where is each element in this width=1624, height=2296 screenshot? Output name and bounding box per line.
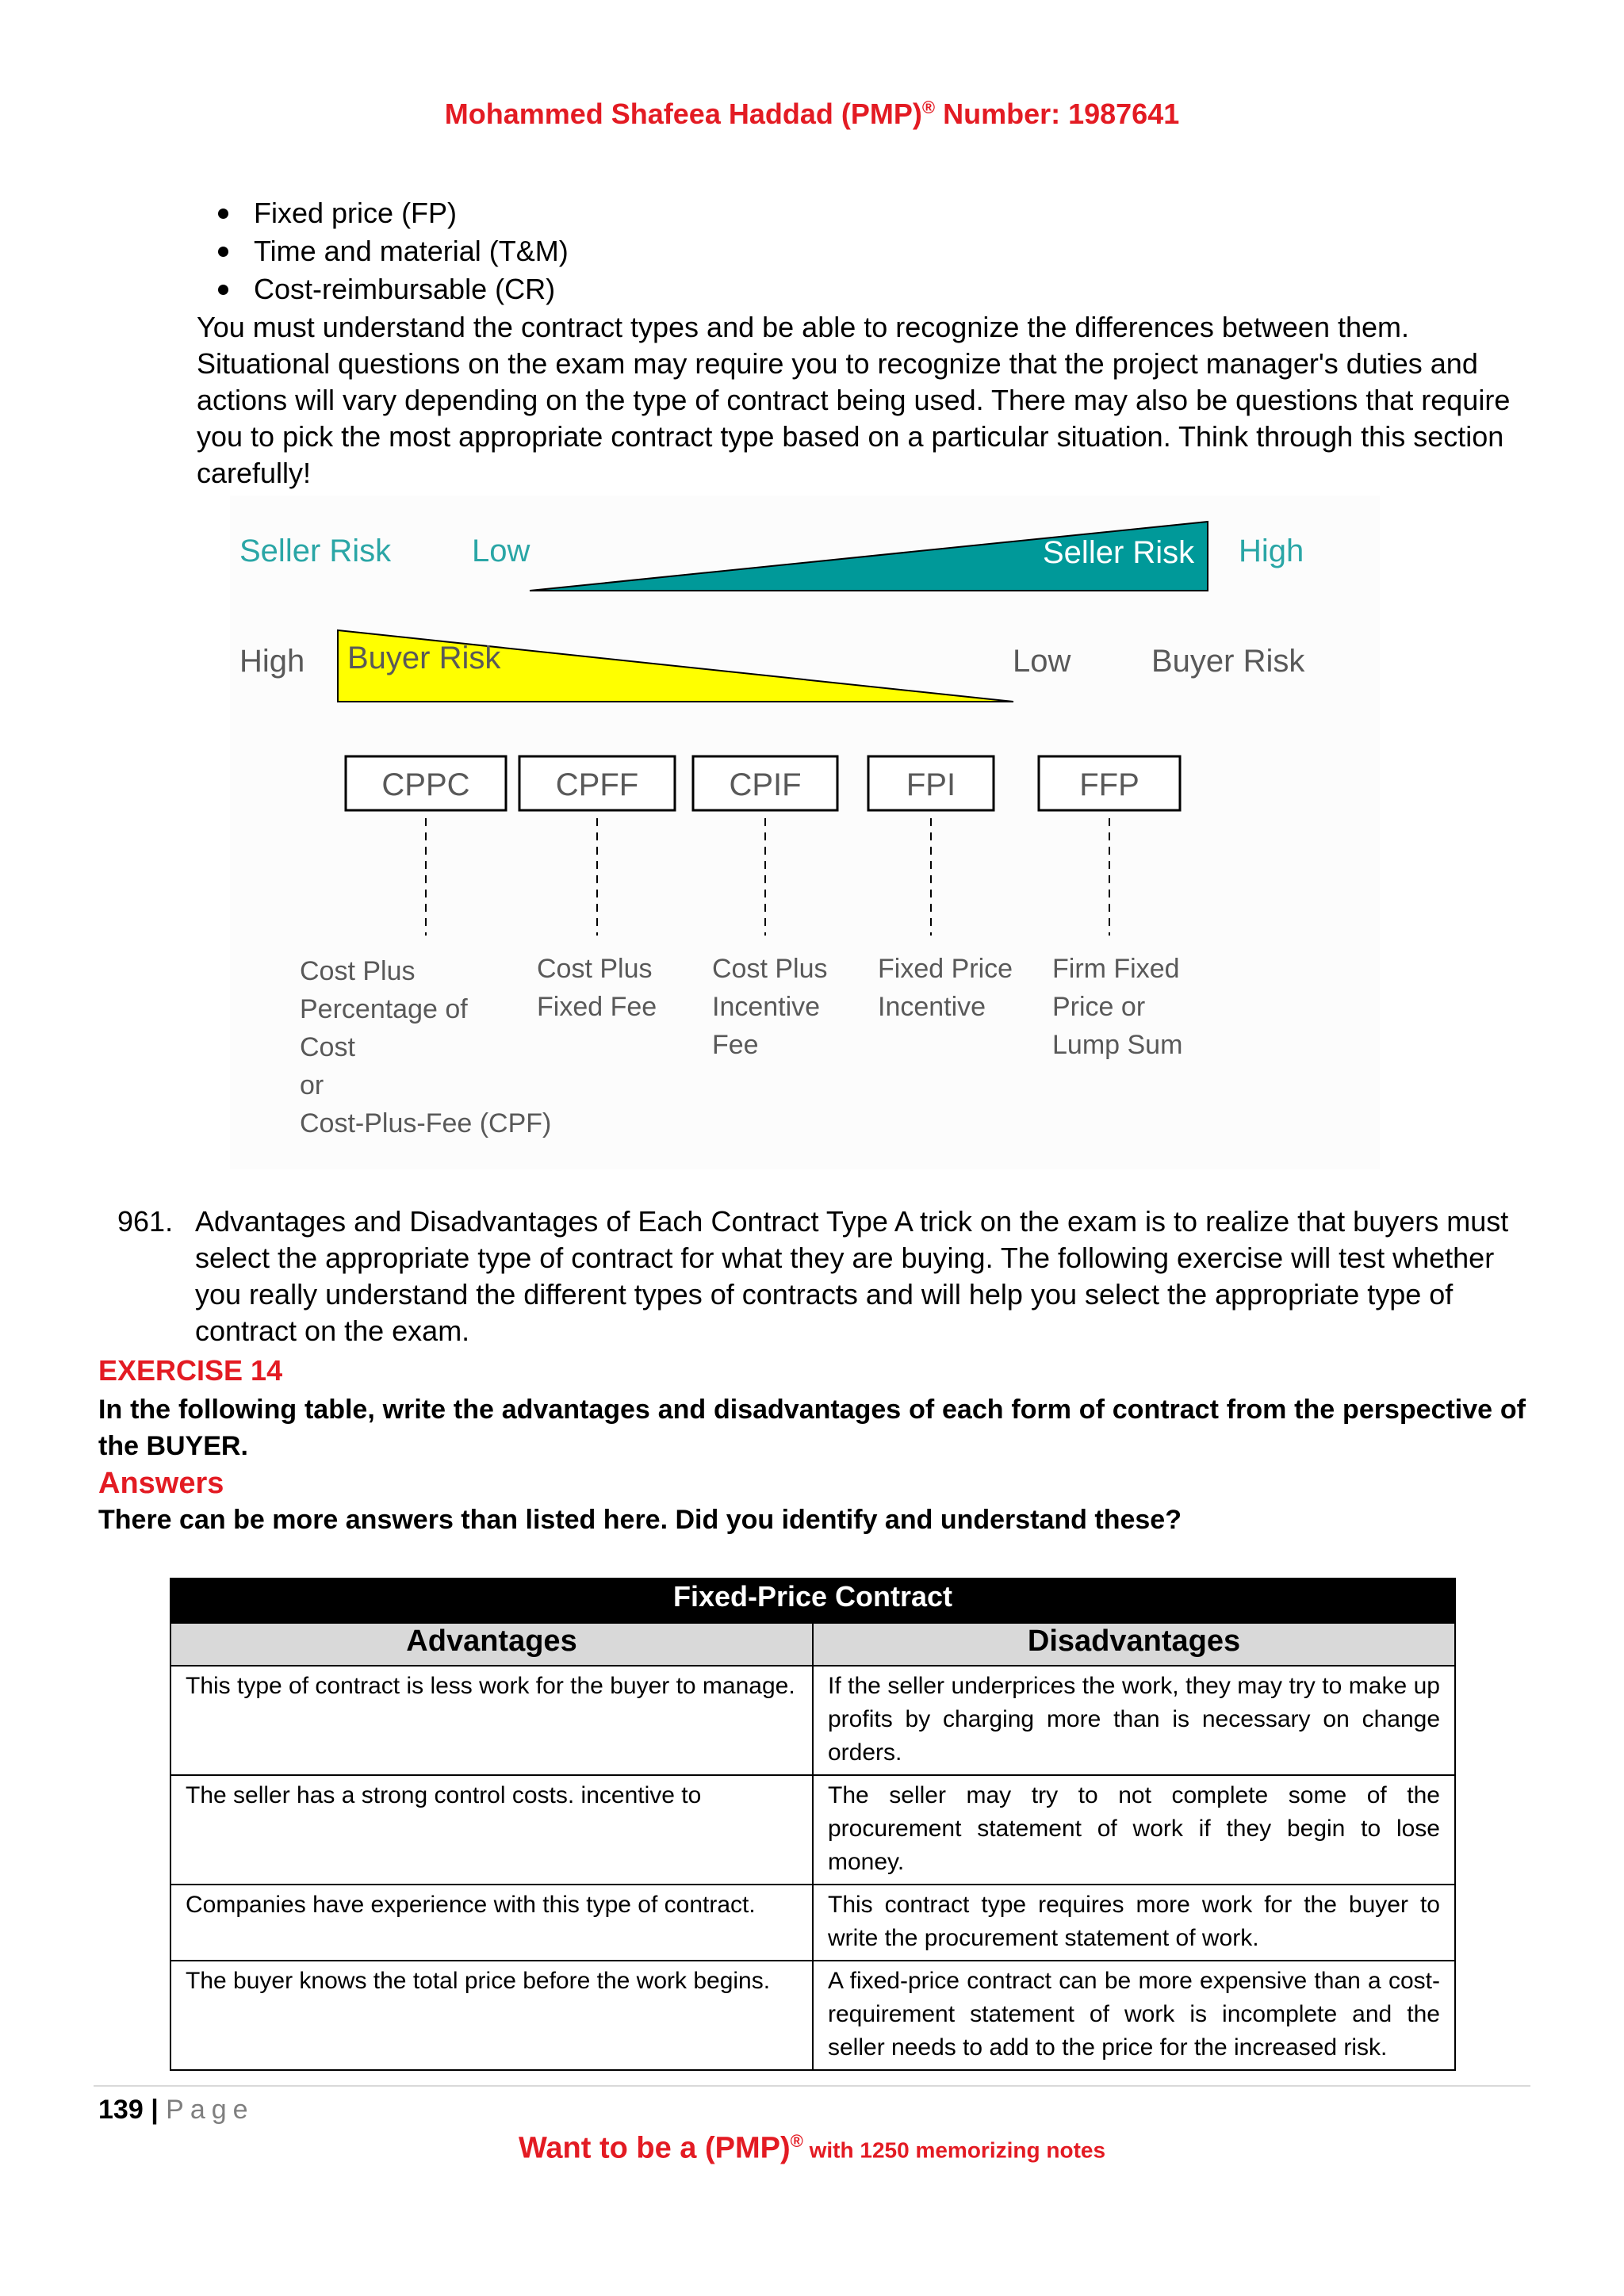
diagram-background — [230, 496, 1380, 1169]
risk-diagram — [230, 496, 1380, 1169]
table-row — [170, 1666, 1455, 1775]
tagline-small: with 1250 memorizing notes — [802, 2137, 1106, 2163]
tagline-reg: ® — [790, 2131, 803, 2151]
page-separator: | — [151, 2095, 159, 2125]
buyer-risk-label: Buyer Risk — [1151, 644, 1305, 679]
contract-description-line: Lump Sum — [1052, 1030, 1183, 1060]
contract-box-label: CPPC — [381, 767, 470, 802]
disadvantage-cell: A fixed-price contract can be more expensive than a cost-requirement statement of work is incomplete and the seller needs to add to the price for the increased risk. — [813, 1961, 1455, 2070]
table-row — [170, 1961, 1455, 2070]
page-number-value: 139 — [98, 2095, 144, 2125]
exercise-title: EXERCISE 14 — [98, 1354, 283, 1387]
disadvantage-cell: If the seller underprices the work, they may try to make up profits by charging more than is necessary on change orders. — [813, 1666, 1455, 1775]
advantage-cell: This type of contract is less work for the buyer to manage. — [170, 1666, 813, 1775]
contract-box-label: FPI — [906, 767, 956, 802]
registered-mark: ® — [921, 98, 936, 117]
footer-tagline — [0, 2131, 1624, 2166]
contract-box-label: CPFF — [555, 767, 639, 802]
contract-description-line: Cost Plus — [300, 956, 416, 986]
buyer-wedge-label: Buyer Risk — [347, 641, 501, 675]
footer-rule — [94, 2085, 1530, 2087]
disadvantages-header: Disadvantages — [813, 1623, 1455, 1666]
contract-box-label: FFP — [1079, 767, 1139, 802]
seller-low-label: Low — [472, 534, 530, 568]
advantage-cell: Companies have experience with this type of contract. — [170, 1885, 813, 1961]
exercise-instruction: In the following table, write the advantages and disadvantages of each form of contract from the perspective of the BUYER. — [98, 1395, 1526, 1461]
seller-wedge-label: Seller Risk — [1043, 535, 1195, 570]
advantage-cell: The buyer knows the total price before the work begins. — [170, 1961, 813, 2070]
page-number — [98, 2095, 255, 2126]
fixed-price-table — [170, 1578, 1456, 2071]
contract-description-line: Firm Fixed — [1052, 954, 1180, 984]
contract-description-line: Incentive — [712, 992, 821, 1022]
buyer-high-label: High — [239, 644, 305, 679]
advantage-cell: The seller has a strong control costs. incentive to — [170, 1775, 813, 1885]
contract-type-list — [254, 194, 569, 308]
contract-description-line: Incentive — [878, 992, 986, 1022]
list-item: Time and material (T&M) — [254, 232, 569, 270]
table-row — [170, 1775, 1455, 1885]
disadvantage-cell: This contract type requires more work for the buyer to write the procurement statement of work. — [813, 1885, 1455, 1961]
contract-description-line: Fixed Price — [878, 954, 1013, 984]
answers-note: There can be more answers than listed here. Did you identify and understand these? — [98, 1505, 1182, 1535]
contract-description-line: or — [300, 1070, 324, 1100]
contract-description-line: Cost Plus — [712, 954, 828, 984]
advantages-header: Advantages — [170, 1623, 813, 1666]
risk-diagram-svg — [230, 496, 1380, 1169]
contract-description-line: Fixed Fee — [537, 992, 657, 1022]
contract-description-line: Cost — [300, 1032, 355, 1062]
item-number: 961. — [117, 1205, 174, 1238]
list-item: Fixed price (FP) — [254, 194, 569, 232]
seller-high-label: High — [1239, 534, 1304, 568]
intro-paragraph: You must understand the contract types and be able to recognize the differences between them. Situational questions on the exam may require you to recognize that the project manager's duties and actions will vary depending on the type of contract being used. There may also be questions that require you to pick the most appropriate contract type based on a particular situation. Think through this section carefully! — [197, 311, 1511, 489]
page-header — [0, 98, 1624, 131]
answers-title: Answers — [98, 1467, 224, 1500]
header-title: Mohammed Shafeea Haddad (PMP) — [444, 98, 922, 130]
contract-box-label: CPIF — [729, 767, 802, 802]
contract-description-line: Fee — [712, 1030, 759, 1060]
contract-description-line: Cost-Plus-Fee (CPF) — [300, 1108, 552, 1138]
tagline-main: Want to be a (PMP) — [518, 2131, 791, 2165]
buyer-low-label: Low — [1013, 644, 1071, 679]
table-row — [170, 1885, 1455, 1961]
disadvantage-cell: The seller may try to not complete some of the procurement statement of work if they begin to lose money. — [813, 1775, 1455, 1885]
list-item: Cost-reimbursable (CR) — [254, 270, 569, 308]
seller-risk-label: Seller Risk — [239, 534, 392, 568]
table-title: Fixed-Price Contract — [170, 1578, 1455, 1623]
contract-description-line: Price or — [1052, 992, 1146, 1022]
contract-description-line: Percentage of — [300, 994, 468, 1024]
header-number: Number: 1987641 — [935, 98, 1180, 130]
item-961-text: Advantages and Disadvantages of Each Contract Type A trick on the exam is to realize that buyers must select the appropriate type of contract for what they are buying. The following exercise will test whether you really understand the different types of contracts and will help you select the appropriate type of contract on the exam. — [195, 1205, 1509, 1347]
page-word: Page — [166, 2095, 255, 2125]
contract-description-line: Cost Plus — [537, 954, 653, 984]
